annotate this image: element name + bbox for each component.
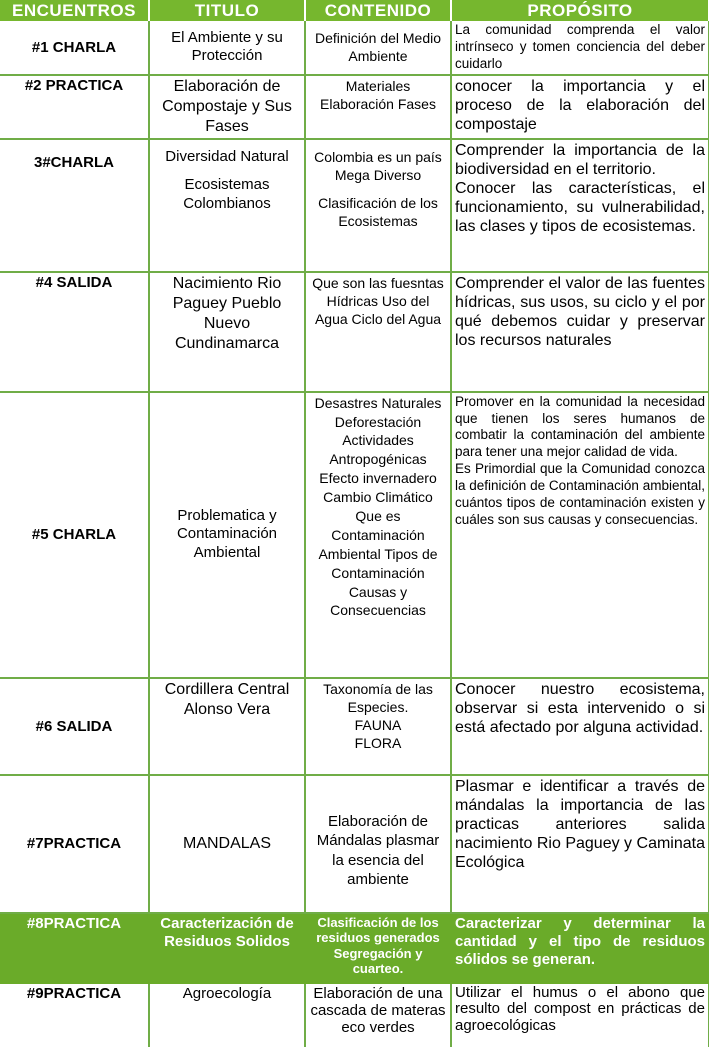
titulo-cell: El Ambiente y su Protección bbox=[149, 21, 305, 75]
header-titulo: TITULO bbox=[149, 0, 305, 21]
titulo-cell: Nacimiento Rio Paguey Pueblo Nuevo Cundinamarca bbox=[149, 272, 305, 392]
contenido-cell: Desastres Naturales Deforestación Actividades Antropogénicas Efecto invernadero Cambio Climático Que es Contaminación Ambiental Tipos de Contaminación Causas y Consecuencias bbox=[305, 392, 451, 678]
proposito-cell bbox=[451, 392, 709, 678]
encuentro-cell: #1 CHARLA bbox=[0, 21, 149, 75]
header-proposito: PROPÓSITO bbox=[451, 0, 709, 21]
proposito-cell: Utilizar el humus o el abono que resulto del compost en prácticas de agroecológicas bbox=[451, 983, 709, 1047]
encuentro-cell: #6 SALIDA bbox=[0, 678, 149, 775]
proposito-cell: conocer la importancia y el proceso de la elaboración del compostaje bbox=[451, 75, 709, 139]
table-row bbox=[0, 392, 709, 678]
proposito-cell bbox=[451, 139, 709, 272]
contenido-cell: Clasificación de los residuos generados Segregación y cuarteo. bbox=[305, 913, 451, 983]
contenido-line: Colombia es un país Mega Diverso bbox=[314, 148, 442, 183]
titulo-cell bbox=[149, 139, 305, 272]
proposito-cell: Plasmar e identificar a través de mándalas la importancia de las practicas anteriores salida nacimiento Rio Paguey y Caminata Ecológica bbox=[451, 775, 709, 913]
contenido-cell bbox=[305, 678, 451, 775]
contenido-cell: Definición del Medio Ambiente bbox=[305, 21, 451, 75]
proposito-line: Comprender la importancia de la biodiversidad en el territorio. bbox=[455, 141, 705, 178]
titulo-cell: Agroecología bbox=[149, 983, 305, 1047]
contenido-cell: Materiales Elaboración Fases bbox=[305, 75, 451, 139]
titulo-line: Ecosistemas Colombianos bbox=[183, 176, 271, 213]
header-row bbox=[0, 0, 709, 21]
titulo-cell: Problematica y Contaminación Ambiental bbox=[149, 392, 305, 678]
table-row bbox=[0, 21, 709, 75]
table-row bbox=[0, 75, 709, 139]
contenido-cell bbox=[305, 139, 451, 272]
header-contenido: CONTENIDO bbox=[305, 0, 451, 21]
contenido-cell: Elaboración de una cascada de materas eco verdes bbox=[305, 983, 451, 1047]
header-encuentros: ENCUENTROS bbox=[0, 0, 149, 21]
encuentro-cell: #5 CHARLA bbox=[0, 392, 149, 678]
table-row bbox=[0, 139, 709, 272]
table-row bbox=[0, 678, 709, 775]
contenido-line: FAUNA bbox=[354, 717, 402, 733]
proposito-cell: La comunidad comprenda el valor intrínseco y tomen conciencia del deber cuidarlo bbox=[451, 21, 709, 75]
encuentro-cell: 3#CHARLA bbox=[0, 139, 149, 272]
titulo-cell: MANDALAS bbox=[149, 775, 305, 913]
titulo-line: Diversidad Natural bbox=[165, 147, 289, 165]
table-row-highlighted bbox=[0, 913, 709, 983]
titulo-cell: Caracterización de Residuos Solidos bbox=[149, 913, 305, 983]
encuentro-cell: #8PRACTICA bbox=[0, 913, 149, 983]
proposito-cell: Comprender el valor de las fuentes hídricas, sus usos, su ciclo y el por qué debemos cuidar y preservar los recursos naturales bbox=[451, 272, 709, 392]
proposito-cell: Caracterizar y determinar la cantidad y el tipo de residuos sólidos se generan. bbox=[451, 913, 709, 983]
proposito-cell: Conocer nuestro ecosistema, observar si esta intervenido o si está afectado por alguna actividad. bbox=[451, 678, 709, 775]
contenido-line: Taxonomía de las Especies. bbox=[323, 680, 433, 715]
contenido-line: Clasificación de los Ecosistemas bbox=[318, 195, 438, 230]
encuentro-cell: #9PRACTICA bbox=[0, 983, 149, 1047]
proposito-line: Promover en la comunidad la necesidad que tienen los seres humanos de combatir la contaminación del ambiente para tener una mejor calidad de vida. bbox=[455, 393, 705, 460]
contenido-cell: Que son las fuesntas Hídricas Uso del Agua Ciclo del Agua bbox=[305, 272, 451, 392]
contenido-line: FLORA bbox=[354, 735, 402, 752]
titulo-cell: Cordillera Central Alonso Vera bbox=[149, 678, 305, 775]
contenido-cell: Elaboración de Mándalas plasmar la esencia del ambiente bbox=[305, 775, 451, 913]
table-row bbox=[0, 983, 709, 1047]
titulo-cell: Elaboración de Compostaje y Sus Fases bbox=[149, 75, 305, 139]
table-row bbox=[0, 272, 709, 392]
encuentro-cell: #2 PRACTICA bbox=[0, 75, 149, 139]
encuentro-cell: #7PRACTICA bbox=[0, 775, 149, 913]
proposito-line: Conocer las características, el funcionamiento, su vulnerabilidad, las clases y tipos de ecosistemas. bbox=[455, 180, 705, 236]
table-row bbox=[0, 775, 709, 913]
encuentro-cell: #4 SALIDA bbox=[0, 272, 149, 392]
proposito-line: Es Primordial que la Comunidad conozca la definición de Contaminación ambiental, cuántos tipos de contaminación existen y cuáles son sus causas y consecuencias. bbox=[455, 461, 705, 527]
